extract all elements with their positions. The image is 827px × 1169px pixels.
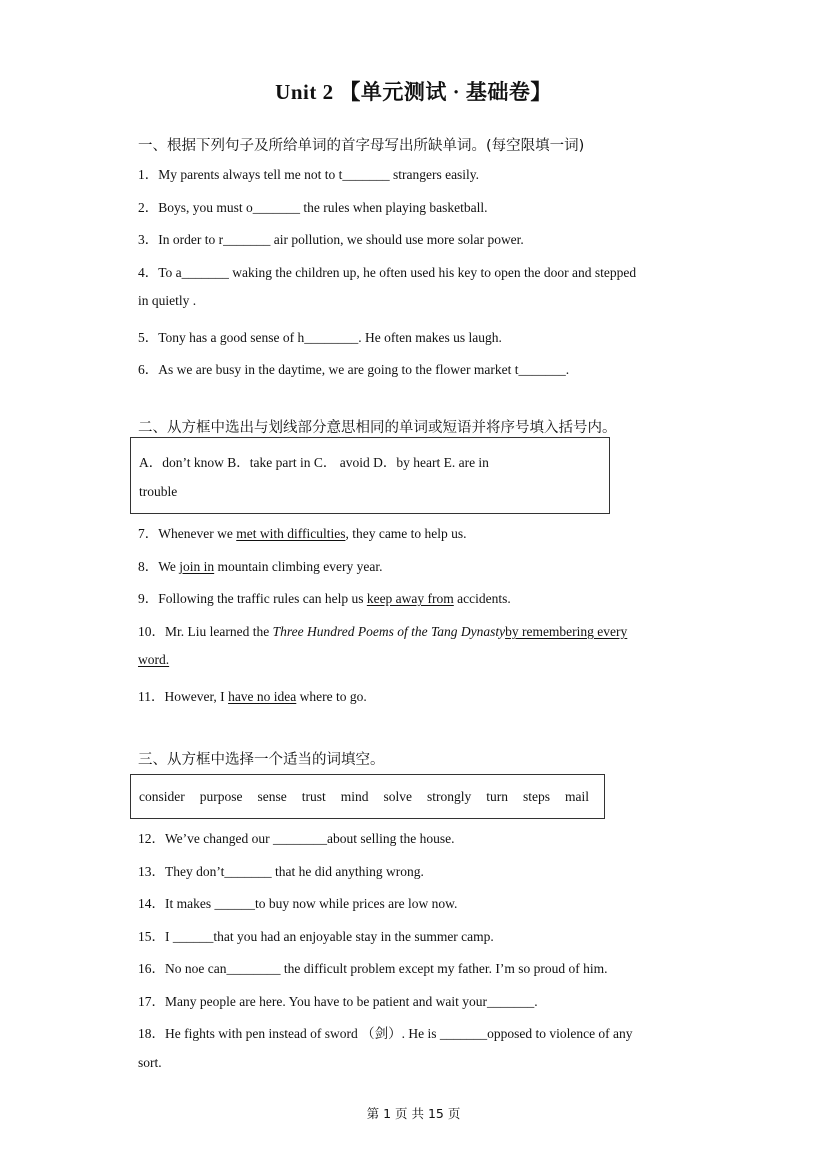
question-4-cont: in quietly . bbox=[138, 293, 197, 308]
section3-heading: 三、从方框中选择一个适当的词填空。 bbox=[138, 752, 385, 768]
q10-book-title: Three Hundred Poems of the Tang Dynasty bbox=[272, 624, 506, 639]
question-12: 12．We’ve changed our ________about selling the house. bbox=[138, 831, 455, 846]
question-9 bbox=[138, 587, 511, 607]
q9-underlined: keep away from bbox=[366, 591, 454, 606]
question-13: 13．They don’t_______ that he did anything wrong. bbox=[138, 864, 424, 879]
q9-post: accidents. bbox=[453, 591, 511, 606]
word-bank-item: trust bbox=[301, 789, 326, 804]
word-bank-item: mind bbox=[340, 789, 369, 804]
question-18-cont: sort. bbox=[138, 1055, 162, 1070]
question-16: 16．No noe can________ the difficult problem except my father. I’m so proud of him. bbox=[138, 961, 608, 976]
question-10-cont bbox=[138, 652, 169, 668]
q8-post: mountain climbing every year. bbox=[214, 559, 383, 574]
section1-heading: 一、根据下列句子及所给单词的首字母写出所缺单词。(每空限填一词) bbox=[138, 138, 585, 154]
word-bank bbox=[139, 789, 589, 805]
question-1: 1．My parents always tell me not to t_______ strangers easily. bbox=[138, 167, 480, 182]
page-footer: 第 1 页 共 15 页 bbox=[366, 1106, 461, 1121]
section2-heading: 二、从方框中选出与划线部分意思相同的单词或短语并将序号填入括号内。 bbox=[138, 420, 617, 436]
q11-underlined: have no idea bbox=[228, 689, 297, 704]
question-10 bbox=[138, 620, 627, 640]
question-8 bbox=[138, 555, 383, 575]
question-5: 5．Tony has a good sense of h________. He often makes us laugh. bbox=[138, 330, 502, 345]
word-bank-item: solve bbox=[383, 789, 413, 804]
word-bank-item: turn bbox=[486, 789, 509, 804]
word-bank-item: purpose bbox=[199, 789, 243, 804]
question-11 bbox=[138, 685, 367, 705]
q8-underlined: join in bbox=[179, 559, 215, 574]
document-title: Unit 2 【单元测试 · 基础卷】 bbox=[275, 80, 552, 104]
q8-pre: 8．We bbox=[138, 559, 180, 574]
question-3: 3．In order to r_______ air pollution, we should use more solar power. bbox=[138, 232, 524, 247]
q10-pre: 10．Mr. Liu learned the bbox=[138, 624, 273, 639]
question-15: 15．I ______that you had an enjoyable stay in the summer camp. bbox=[138, 929, 494, 944]
q7-underlined: met with difficulties bbox=[236, 526, 346, 541]
q11-pre: 11．However, I bbox=[138, 689, 229, 704]
word-bank-item: steps bbox=[523, 789, 551, 804]
q10-underlined-cont: word. bbox=[138, 652, 170, 667]
q10-underlined: by remembering every bbox=[505, 624, 628, 639]
q9-pre: 9．Following the traffic rules can help us bbox=[138, 591, 367, 606]
question-2: 2．Boys, you must o_______ the rules when playing basketball. bbox=[138, 200, 488, 215]
question-4: 4．To a_______ waking the children up, he often used his key to open the door and stepped bbox=[138, 265, 637, 280]
word-bank-box bbox=[130, 774, 605, 819]
word-bank-item: strongly bbox=[427, 789, 472, 804]
q11-post: where to go. bbox=[296, 689, 367, 704]
options-box bbox=[130, 437, 610, 514]
q7-post: , they came to help us. bbox=[345, 526, 467, 541]
q7-pre: 7．Whenever we bbox=[138, 526, 237, 541]
question-6: 6．As we are busy in the daytime, we are going to the flower market t_______. bbox=[138, 362, 570, 377]
word-bank-item: sense bbox=[257, 789, 287, 804]
question-18: 18．He fights with pen instead of sword （剑）. He is _______opposed to violence of any bbox=[138, 1026, 633, 1041]
word-bank-item: consider bbox=[139, 789, 185, 804]
word-bank-item: mail bbox=[565, 789, 590, 804]
question-17: 17．Many people are here. You have to be patient and wait your_______. bbox=[138, 994, 538, 1009]
options-line-2: trouble bbox=[139, 484, 178, 499]
options-line-1: A．don’t know B．take part in C． avoid D．by heart E. are in bbox=[139, 455, 489, 470]
question-14: 14．It makes ______to buy now while prices are low now. bbox=[138, 896, 458, 911]
question-7 bbox=[138, 522, 467, 542]
